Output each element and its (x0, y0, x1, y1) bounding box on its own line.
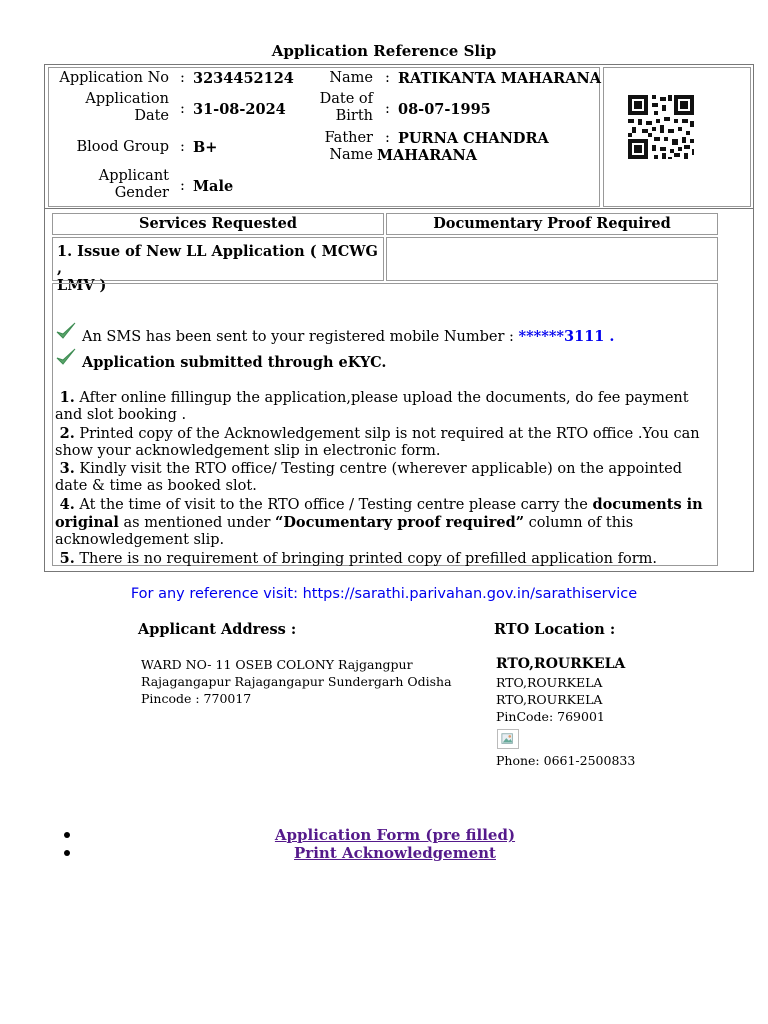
dob-label (300, 91, 373, 125)
rto-location-heading: RTO Location : (494, 621, 616, 638)
gender-value: Male (193, 178, 234, 195)
father-name-value-1: PURNA CHANDRA (398, 130, 549, 147)
colon: : (180, 70, 185, 86)
instructions-list (55, 389, 717, 568)
rto-phone: Phone: 0661-2500833 (496, 753, 636, 768)
father-name-value-2: MAHARANA (377, 147, 478, 164)
service-item-line: LMV ) (57, 277, 107, 294)
father-label-line: Father (324, 130, 373, 146)
dob-value: 08-07-1995 (398, 101, 491, 118)
list-item (0, 844, 768, 862)
sms-text: An SMS has been sent to your registered mobile Number : (82, 329, 519, 345)
instruction-item (55, 425, 717, 461)
instruction-text: Kindly visit the RTO office/ Testing centre (wherever applicable) on the appointed date & time as booked slot. (55, 461, 683, 495)
application-date-value: 31-08-2024 (193, 101, 286, 118)
instruction-number: 1. (59, 389, 75, 406)
colon: : (180, 101, 185, 117)
proof-value (387, 241, 717, 245)
ekyc-message: Application submitted through eKYC. (82, 354, 387, 371)
instruction-item (55, 550, 717, 568)
instruction-number: 5. (59, 549, 75, 567)
blood-group-label: Blood Group (76, 139, 169, 155)
gender-label (50, 168, 169, 202)
application-date-label-line: Date (134, 108, 169, 124)
application-no-label: Application No (59, 70, 169, 86)
instruction-item (55, 460, 717, 496)
colon: : (180, 178, 185, 194)
instruction-text: At the time of visit to the RTO office / Testing centre please carry the (74, 496, 593, 513)
instruction-emphasis: documents in original (55, 495, 703, 532)
rto-address-line: RTO,ROURKELA (496, 692, 603, 707)
service-item-line: 1. Issue of New LL Application ( MCWG , (57, 243, 378, 277)
father-name-label-2: Name (329, 147, 373, 163)
services-requested-header: Services Requested (139, 215, 297, 232)
instruction-number: 2. (59, 424, 75, 442)
address-line: WARD NO- 11 OSEB COLONY Rajgangpur (141, 657, 413, 672)
colon: : (180, 139, 185, 155)
sms-message (82, 328, 614, 345)
action-links (0, 826, 768, 862)
name-label: Name (329, 70, 373, 86)
instruction-text: Printed copy of the Acknowledgement silp is not required at the RTO office .You can show your acknowledgement slip in electronic form. (55, 425, 700, 459)
instruction-text: There is no requirement of bringing printed copy of prefilled application form. (74, 550, 657, 567)
colon: : (385, 130, 390, 146)
rto-address-line: RTO,ROURKELA (496, 675, 603, 690)
instruction-text: as mentioned under (118, 515, 275, 532)
gender-label-line: Gender (114, 185, 169, 201)
instruction-item (55, 496, 717, 550)
instruction-text: After online fillingup the application,please upload the documents, do fee payment and slot booking . (55, 390, 689, 424)
application-date-label (50, 91, 169, 125)
broken-image-icon (497, 729, 519, 749)
address-line: Rajagangapur Rajagangapur Sundergarh Odisha (141, 674, 452, 689)
applicant-address-heading: Applicant Address : (138, 621, 297, 638)
application-no-value: 3234452124 (193, 70, 294, 87)
page-title: Application Reference Slip (271, 42, 497, 60)
check-icon (56, 322, 76, 340)
dob-label-line: Birth (335, 108, 373, 124)
application-form-link[interactable]: Application Form (pre filled) (274, 826, 516, 844)
application-date-label-line: Application (85, 91, 169, 107)
instruction-text: column of this acknowledgement slip. (55, 515, 634, 549)
name-value: RATIKANTA MAHARANA (398, 70, 601, 87)
instruction-item (55, 389, 717, 425)
print-acknowledgement-link[interactable]: Print Acknowledgement (294, 844, 496, 862)
blood-group-value: B+ (193, 139, 218, 156)
dob-label-line: Date of (319, 91, 373, 107)
address-pincode: Pincode : 770017 (141, 691, 252, 706)
instruction-emphasis: “Documentary proof required” (274, 514, 525, 532)
instruction-number: 3. (59, 460, 75, 478)
rto-name: RTO,ROURKELA (496, 656, 626, 672)
reference-link-text: For any reference visit: https://sarathi.parivahan.gov.in/sarathiservice (130, 586, 638, 602)
gender-label-line: Applicant (98, 168, 169, 184)
rto-address (496, 674, 605, 725)
list-item (0, 826, 768, 844)
qr-code-icon (628, 95, 698, 161)
applicant-address (141, 656, 452, 707)
colon: : (385, 101, 390, 117)
masked-mobile-number: ******3111 . (518, 328, 615, 345)
father-name-label (300, 130, 373, 147)
instruction-number: 4. (59, 495, 75, 513)
colon: : (385, 70, 390, 86)
rto-pincode: PinCode: 769001 (496, 709, 605, 724)
check-icon (56, 348, 76, 366)
documentary-proof-header: Documentary Proof Required (433, 215, 671, 232)
